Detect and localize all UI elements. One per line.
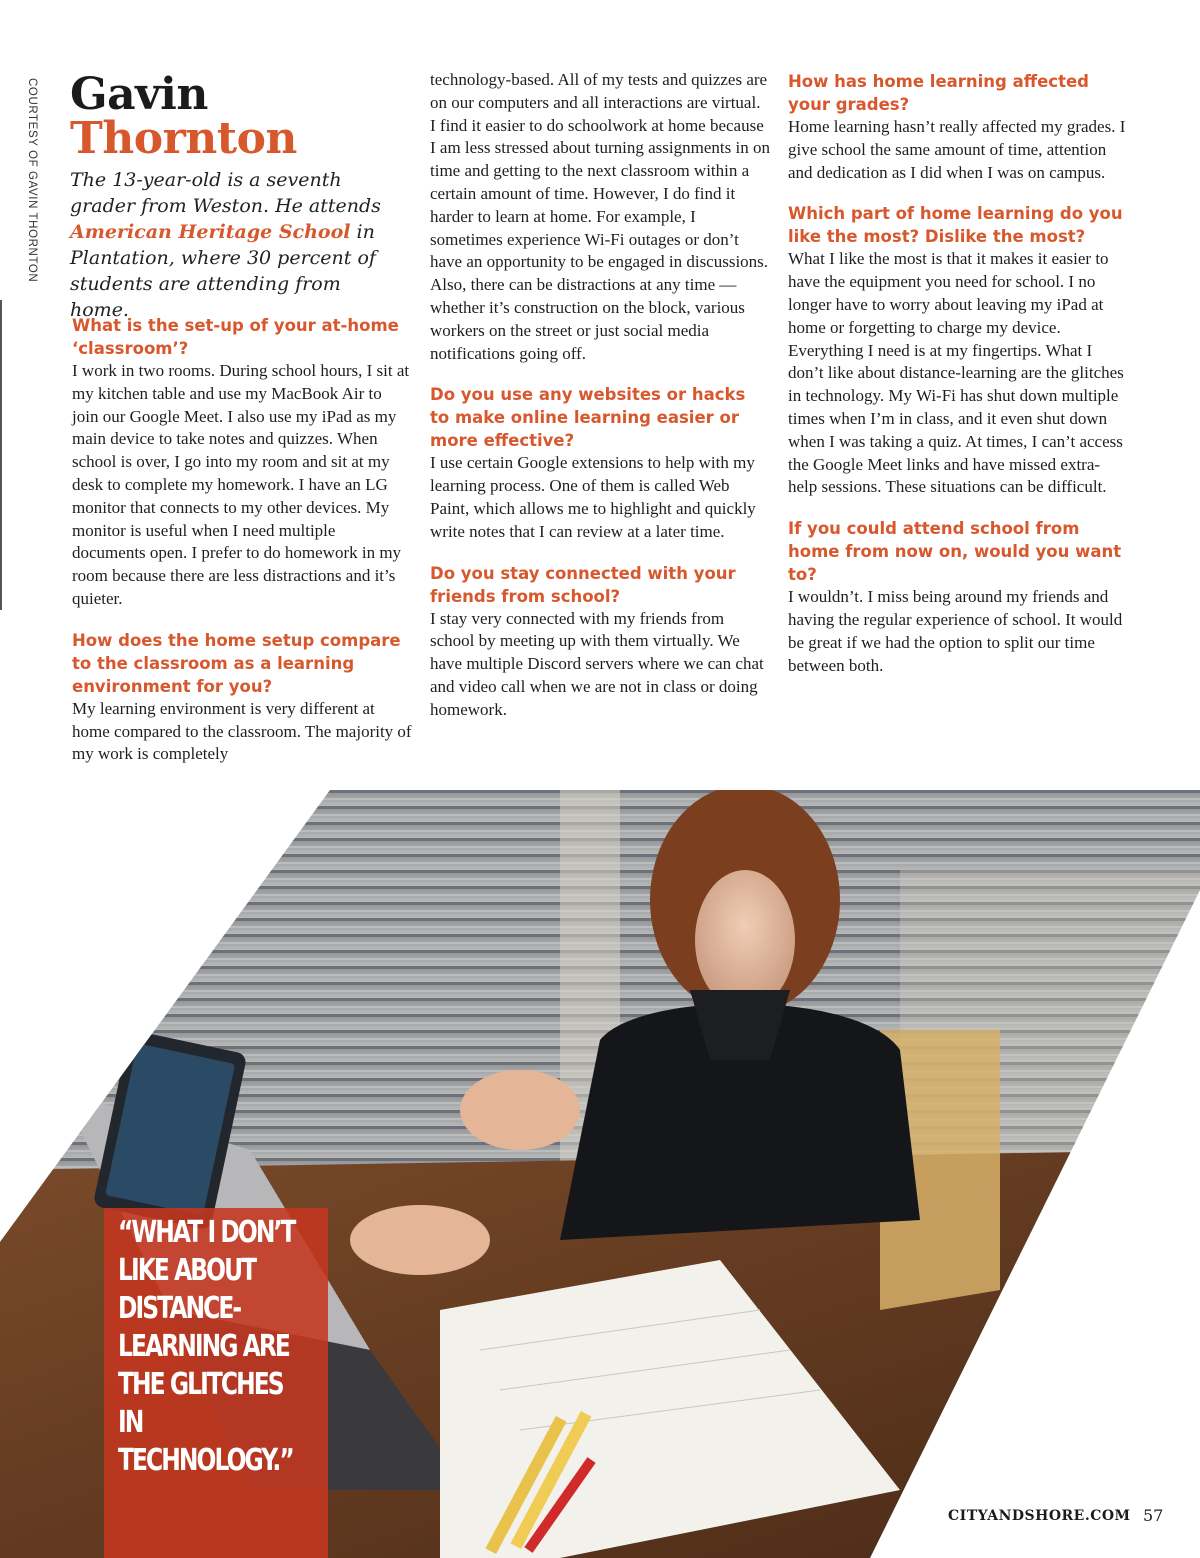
question-heading: Which part of home learning do you like the most? Dislike the most? <box>788 204 1123 247</box>
column-2 <box>430 70 770 740</box>
intro-paragraph <box>70 167 400 323</box>
question-heading: Do you stay connected with your friends from school? <box>430 563 736 606</box>
answer-paragraph: What I like the most is that it makes it easier to have the equipment you need for school. I no longer have to worry about leaving my iPad at home or forgetting to charge my device. Everything I need is at my fingertips. What I don’t like about distance-learning are the glitches in technology. My Wi-Fi has shut down multiple times when I’m in class, and it even shut down when I was taking a quiz. At times, I can’t access the Google Meet links and have missed extra-help sessions. These situations can be difficult. <box>788 249 1124 497</box>
answer-paragraph: I stay very connected with my friends from school by meeting up with them virtually. We have multiple Discord servers where we can chat and video call when we are not in class or doing homework. <box>430 608 764 719</box>
article-title-last-name: Thornton <box>70 113 297 164</box>
question-heading: What is the set-up of your at-home ‘classroom’? <box>72 316 399 358</box>
intro-text: The 13-year-old is a seventh grader from Weston. He attends <box>70 169 381 217</box>
answer-paragraph: Home learning hasn’t really affected my grades. I give school the same amount of time, attention and dedication as I did when I was on campus. <box>788 117 1126 182</box>
question-heading: How has home learning affected your grades? <box>788 72 1089 114</box>
article-title-first-name: Gavin <box>70 69 208 120</box>
answer-paragraph: I use certain Google extensions to help with my learning process. One of them is called Web Paint, which allows me to highlight and quickly write notes that I can review at a later time. <box>430 453 756 541</box>
pull-quote: “WHAT I DON’T LIKE ABOUT DISTANCE-LEARNING ARE THE GLITCHES IN TECHNOLOGY.” <box>118 1215 295 1478</box>
question-heading: How does the home setup compare to the classroom as a learning environment for you? <box>72 630 401 696</box>
photo-credit: COURTESY OF GAVIN THORNTON <box>26 78 38 283</box>
page-number: 57 <box>1143 1506 1164 1525</box>
school-name: American Heritage School <box>70 221 351 243</box>
answer-paragraph-continued: technology-based. All of my tests and quizzes are on our computers and all interactions are virtual. I find it easier to do schoolwork at home because I am less stressed about turning assignments in on time and getting to the next classroom within a certain amount of time. However, I do find it harder to learn at home. For example, I sometimes experience Wi-Fi outages or don’t have an opportunity to be engaged in discussions. Also, there can be distractions at any time — whether it’s construction on the block, various workers on the street or just social media notifications going off. <box>430 70 770 363</box>
answer-paragraph: I wouldn’t. I miss being around my friends and having the regular experience of school. It would be great if we had the option to split our time between both. <box>788 587 1123 675</box>
intro-text-end: in Plantation, where 30 percent of students are attending from home. <box>70 221 376 321</box>
answer-paragraph: My learning environment is very different at home compared to the classroom. The majority of my work is completely <box>72 698 412 764</box>
answer-paragraph: I work in two rooms. During school hours, I sit at my kitchen table and use my MacBook Air to join our Google Meet. I also use my iPad as my main device to take notes and quizzes. When school is over, I go into my room and sit at my desk to complete my homework. I have an LG monitor that connects to my other devices. My monitor is useful when I need multiple documents open. I prefer to do homework in my room because there are less distractions and it’s quieter. <box>72 361 410 608</box>
question-heading: If you could attend school from home from now on, would you want to? <box>788 519 1122 585</box>
question-heading: Do you use any websites or hacks to make online learning easier or more effective? <box>430 385 746 451</box>
margin-rule <box>0 300 2 610</box>
footer-website: CITYANDSHORE.COM <box>948 1508 1131 1524</box>
column-1 <box>72 314 412 784</box>
column-3 <box>788 70 1128 695</box>
